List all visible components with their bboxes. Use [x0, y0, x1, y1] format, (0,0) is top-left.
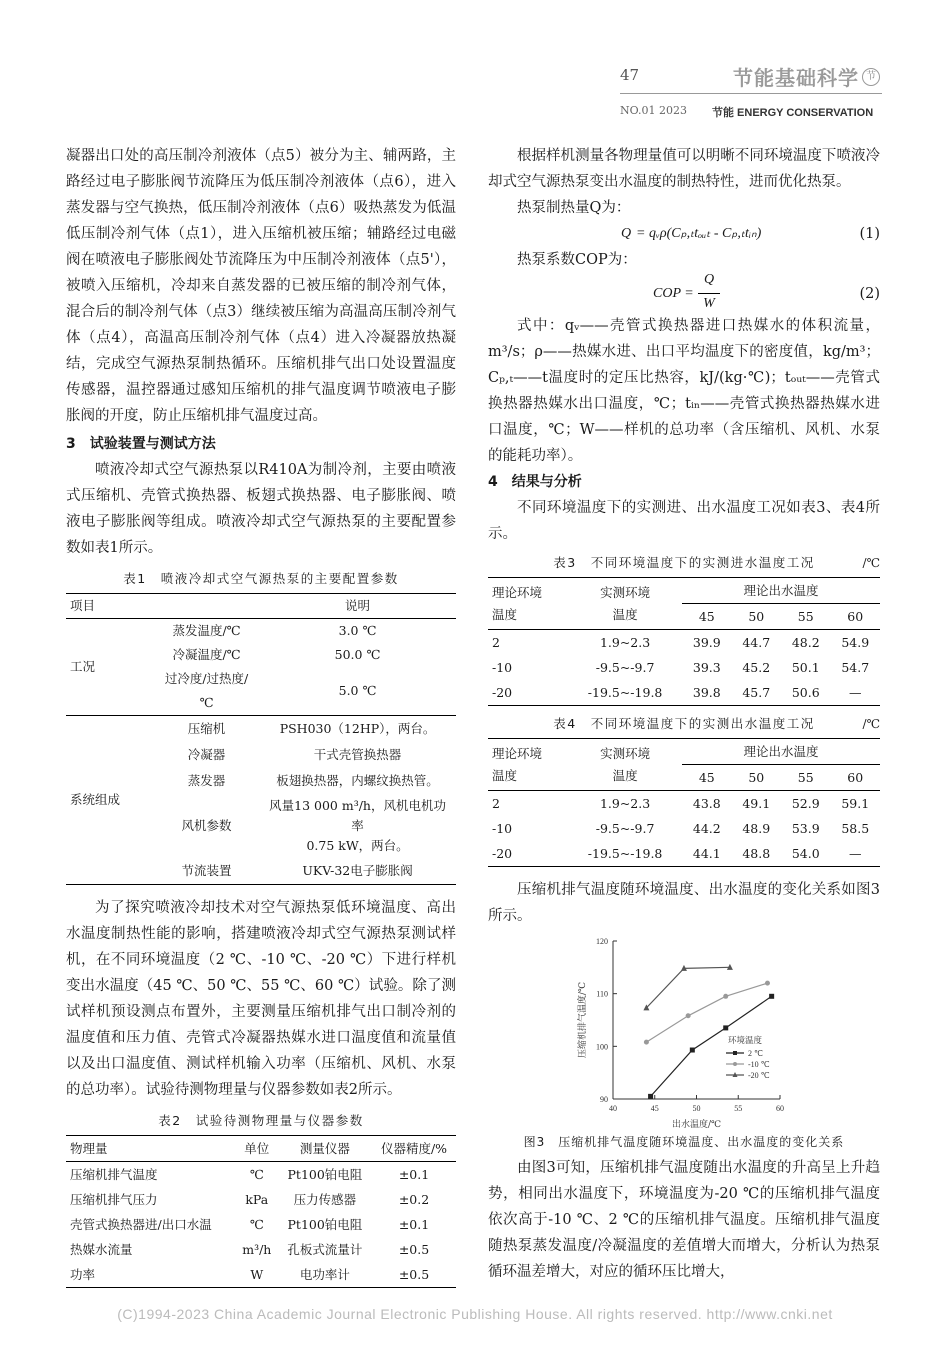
journal-en-title: 节能 ENERGY CONSERVATION [712, 107, 874, 119]
table-cell: Pt100铂电阻 [287, 1167, 363, 1182]
table-cell: — [848, 685, 862, 700]
table-header: 温度 [612, 606, 638, 622]
fraction-denominator: W [703, 296, 715, 311]
y-axis-label: 压缩机排气温度/℃ [578, 981, 588, 1059]
table-header: 50 [748, 770, 765, 785]
table-cell: -9.5~-9.7 [595, 660, 655, 675]
table-cell: 3.0 ℃ [338, 623, 377, 638]
table-cell: -9.5~-9.7 [595, 821, 655, 836]
right-column [488, 143, 880, 1285]
table-header: 项目 [70, 598, 96, 613]
table-header: 理论环境 [492, 745, 543, 761]
series-line [646, 967, 730, 1008]
table-header: 45 [698, 609, 715, 624]
table-cell: 54.0 [791, 846, 820, 861]
y-tick-label: 100 [596, 1042, 608, 1052]
table-header: 60 [847, 609, 864, 624]
equation-lhs: Q [621, 226, 632, 241]
table-caption: 表4 不同环境温度下的实测出水温度工况 [553, 716, 815, 731]
table-caption-row [488, 714, 880, 734]
table-cell: 孔板式流量计 [287, 1242, 363, 1257]
table-header: 理论环境 [492, 584, 543, 600]
table-cell: 风机参数 [181, 818, 232, 833]
table-cell: -20 [492, 685, 513, 700]
fraction-numerator: Q [703, 272, 715, 287]
legend-label: -20 ℃ [748, 1071, 770, 1080]
y-tick-label: 120 [596, 937, 608, 946]
outlet-temp-table [488, 738, 880, 867]
data-point [723, 994, 728, 999]
table-cell: 58.5 [841, 821, 870, 836]
table-cell: 50.6 [791, 685, 820, 700]
legend-label: 2 ℃ [748, 1049, 763, 1058]
formula-intro: 热泵系数COP为： [517, 252, 637, 268]
table-caption: 表2 试验待测物理量与仪器参数 [158, 1113, 364, 1128]
exhaust-temp-chart [488, 931, 880, 1131]
table-cell: 50.1 [791, 660, 820, 675]
table-header: 实测环境 [600, 584, 651, 600]
table-unit: /℃ [862, 717, 880, 731]
data-point [769, 994, 774, 999]
x-tick-label: 50 [692, 1104, 701, 1113]
table-cell: 板翅换热器，内螺纹换热管。 [276, 773, 439, 788]
data-point [648, 1094, 653, 1099]
x-tick-label: 55 [734, 1104, 743, 1113]
header-rule [620, 93, 882, 94]
table-cell: 干式壳管换热器 [313, 747, 402, 762]
table-cell: Pt100铂电阻 [287, 1217, 363, 1232]
table-cell: 压力传感器 [293, 1192, 357, 1207]
table-unit: /℃ [862, 556, 880, 570]
paragraph: 为了探究喷液冷却技术对空气源热泵低环境温度、高出水温度制热性能的影响，搭建喷液冷却式空气源热泵测试样机，在不同环境温度（2 ℃、-10 ℃、-20 ℃）下进行样机变出水温度（45 ℃、50 ℃、55 ℃、60 ℃）试验。除了测试样机预设测点布置外，主要测量压缩机排气出口制冷剂的温度值和压力值、壳管式冷凝器热媒水进口温度值和流量值以及出口温度值、测试样机输入功率（压缩机、风机、水泵的总功率）。试验待测物理量与仪器参数如表2所示。 [66, 900, 456, 1098]
table-cell: 2 [492, 796, 500, 811]
table-cell: 1.9~2.3 [599, 635, 651, 650]
section-heading: 4 结果与分析 [488, 474, 582, 490]
table-cell: 48.8 [742, 846, 771, 861]
legend-marker [733, 1062, 737, 1066]
table-cell: 2 [492, 635, 500, 650]
table-cell: 45.7 [742, 685, 771, 700]
table-cell: ±0.1 [398, 1217, 430, 1232]
table-cell: 蒸发器 [187, 773, 226, 788]
section-heading: 3 试验装置与测试方法 [66, 436, 216, 452]
equation-number: (1) [859, 226, 880, 242]
paragraph: 式中：qᵥ——壳管式换热器进口热媒水的体积流量，m³/s；ρ——热媒水进、出口平均温度下的密度值，kg/m³；Cₚ,ₜ——t温度时的定压比热容，kJ/(kg·℃)；tₒᵤₜ——壳管式换热器热媒水出口温度，℃；tᵢₙ——壳管式换热器热媒水进口温度，℃；W——样机的总功率（含压缩机、风机、水泵的能耗功率）。 [488, 318, 880, 464]
equation-2 [488, 273, 880, 313]
table-cell: 风量13 000 m³/h，风机电机功率 [269, 798, 446, 833]
data-point [723, 1025, 728, 1030]
x-tick-label: 40 [609, 1104, 617, 1113]
group-label: 工况 [70, 659, 96, 674]
table-header: 单位 [244, 1141, 270, 1156]
table-header: 55 [797, 770, 814, 785]
table-cell: W [250, 1267, 264, 1282]
table-cell: PSH030（12HP），两台。 [279, 721, 436, 736]
table-cell: 5.0 ℃ [338, 683, 377, 698]
table-cell: 热媒水流量 [70, 1242, 133, 1257]
table-cell: 44.7 [742, 635, 771, 650]
table-header: 温度 [492, 606, 518, 622]
equation-1 [488, 221, 880, 247]
paragraph: 根据样机测量各物理量值可以明晰不同环境温度下喷液冷却式空气源热泵变出水温度的制热特性，进而优化热泵。 [488, 148, 880, 190]
table-cell: 48.9 [742, 821, 771, 836]
table-caption-row [488, 553, 880, 573]
table-cell: -19.5~-19.8 [587, 846, 663, 861]
table-cell: — [848, 846, 862, 861]
left-column [66, 143, 456, 1288]
table-cell: 39.3 [692, 660, 721, 675]
table-cell: 壳管式换热器进/出口水温 [70, 1217, 212, 1232]
data-point [690, 1048, 695, 1053]
equation-number: (2) [859, 286, 880, 302]
table-cell: 59.1 [841, 796, 870, 811]
formula-intro: 热泵制热量Q为： [517, 200, 631, 216]
table-header: 物理量 [70, 1141, 108, 1156]
table-cell: 44.2 [692, 821, 721, 836]
table-header: 50 [748, 609, 765, 624]
table-cell: -10 [492, 660, 513, 675]
table-cell: 49.1 [742, 796, 771, 811]
table-cell: 48.2 [791, 635, 820, 650]
table-header: 说明 [345, 598, 371, 613]
equation-lhs: COP = [653, 286, 694, 301]
issue-number: NO.01 2023 [620, 104, 687, 117]
table-cell: 45.2 [742, 660, 771, 675]
table-cell: ±0.1 [398, 1167, 430, 1182]
table-header: 温度 [492, 767, 518, 783]
table-cell: ±0.5 [398, 1242, 430, 1257]
table-cell: 过冷度/过热度/℃ [164, 671, 249, 710]
table-cell: 蒸发温度/℃ [172, 623, 241, 638]
series-line [646, 983, 767, 1042]
data-point [765, 981, 770, 986]
table-cell: 压缩机排气压力 [70, 1192, 158, 1207]
journal-logo-icon: 节 [862, 68, 880, 86]
table-cell: 压缩机 [187, 721, 226, 736]
legend-title: 环境温度 [728, 1036, 763, 1046]
table-cell: 功率 [70, 1267, 96, 1282]
table-cell: 压缩机排气温度 [70, 1167, 158, 1182]
table-cell: 1.9~2.3 [599, 796, 651, 811]
table-cell: 44.1 [692, 846, 721, 861]
paragraph: 压缩机排气温度随环境温度、出水温度的变化关系如图3所示。 [488, 882, 880, 924]
data-point [686, 1013, 691, 1018]
table-cell: 39.8 [692, 685, 721, 700]
inlet-temp-table [488, 577, 880, 706]
table-cell: -10 [492, 821, 513, 836]
table-cell: ±0.5 [398, 1267, 430, 1282]
table-cell: ℃ [249, 1217, 264, 1232]
table-caption: 表3 不同环境温度下的实测进水温度工况 [553, 555, 815, 570]
table-cell: 冷凝温度/℃ [172, 647, 241, 662]
table-header: 测量仪器 [299, 1141, 350, 1156]
legend-marker [733, 1051, 737, 1055]
y-tick-label: 90 [600, 1095, 608, 1104]
equation-rhs: = qᵥρ(Cₚ,ₜtₒᵤₜ - Cₚ,ₜtᵢₙ) [636, 226, 762, 241]
x-axis-label: 出水温度/℃ [671, 1120, 722, 1130]
table-cell: 50.0 ℃ [334, 647, 381, 662]
table-cell: 54.9 [841, 635, 870, 650]
y-tick-label: 110 [596, 989, 608, 999]
table-cell: 54.7 [841, 660, 870, 675]
copyright-footer: (C)1994-2023 China Academic Journal Electronic Publishing House. All rights reserved. http://www.cnki.net [117, 1306, 833, 1322]
table-cell: ℃ [249, 1167, 264, 1182]
table-header: 仪器精度/% [380, 1141, 448, 1156]
legend-label: -10 ℃ [748, 1060, 770, 1069]
table-header: 理论出水温度 [682, 578, 880, 604]
table-cell: 冷凝器 [187, 747, 226, 762]
paragraph: 由图3可知，压缩机排气温度随出水温度的升高呈上升趋势，相同出水温度下，环境温度为-20 ℃的压缩机排气温度依次高于-10 ℃、2 ℃的压缩机排气温度。压缩机排气温度随热泵蒸发温度/冷凝温度的差值增大而增大，分析认为热泵循环温差增大，对应的循环压比增大， [488, 1160, 880, 1280]
table-cell: 0.75 kW，两台。 [306, 838, 409, 853]
page-number: 47 [620, 66, 640, 84]
table-cell: ±0.2 [398, 1192, 430, 1207]
table-cell: -20 [492, 846, 513, 861]
paragraph: 不同环境温度下的实测进、出水温度工况如表3、表4所示。 [488, 500, 880, 542]
series-line [651, 996, 772, 1096]
table-header: 理论出水温度 [682, 739, 880, 765]
table-cell: -19.5~-19.8 [587, 685, 663, 700]
instrument-table [66, 1135, 456, 1288]
journal-title: 节能基础科学 [733, 66, 859, 90]
table-header: 实测环境 [600, 745, 651, 761]
table-cell: 43.8 [692, 796, 721, 811]
table-cell: kPa [245, 1192, 269, 1207]
table-cell: 53.9 [791, 821, 820, 836]
table-cell: 电功率计 [299, 1267, 350, 1282]
figure-3 [488, 931, 880, 1131]
paragraph: 凝器出口处的高压制冷剂液体（点5）被分为主、辅两路，主路经过电子膨胀阀节流降压为低压制冷剂液体（点6），进入蒸发器与空气换热，低压制冷剂液体（点6）吸热蒸发为低温低压制冷剂气体（点1），进入压缩机被压缩；辅路经过电磁阀在喷液电子膨胀阀处节流降压为中压制冷剂液体（点5'），被喷入压缩机，冷却来自蒸发器的已被压缩的制冷剂气体，混合后的制冷剂气体（点3）继续被压缩为高温高压制冷剂气体（点4），高温高压制冷剂气体（点4）进入冷凝器放热凝结，完成空气源热泵制热循环。压缩机排气出口处设置温度传感器，温控器通过感知压缩机的排气温度调节喷液电子膨胀阀的开度，防止压缩机排气温度过高。 [66, 148, 456, 424]
paragraph: 喷液冷却式空气源热泵以R410A为制冷剂，主要由喷液式压缩机、壳管式换热器、板翅式换热器、电子膨胀阀、喷液电子膨胀阀等组成。喷液冷却式空气源热泵的主要配置参数如表1所示。 [66, 462, 456, 556]
table-header: 45 [698, 770, 715, 785]
config-table [66, 593, 456, 885]
table-header: 温度 [612, 767, 638, 783]
table-cell: UKV-32电子膨胀阀 [302, 863, 413, 878]
table-caption: 表1 喷液冷却式空气源热泵的主要配置参数 [123, 571, 399, 586]
table-cell: m³/h [242, 1242, 272, 1257]
table-cell: 52.9 [791, 796, 820, 811]
table-cell: 39.9 [692, 635, 721, 650]
data-point [644, 1040, 649, 1045]
x-tick-label: 60 [776, 1104, 784, 1113]
x-tick-label: 45 [650, 1104, 659, 1113]
table-cell: 节流装置 [181, 863, 232, 878]
table-header: 55 [797, 609, 814, 624]
table-header: 60 [847, 770, 864, 785]
group-label: 系统组成 [70, 792, 121, 807]
figure-caption: 图3 压缩机排气温度随环境温度、出水温度的变化关系 [523, 1135, 845, 1149]
